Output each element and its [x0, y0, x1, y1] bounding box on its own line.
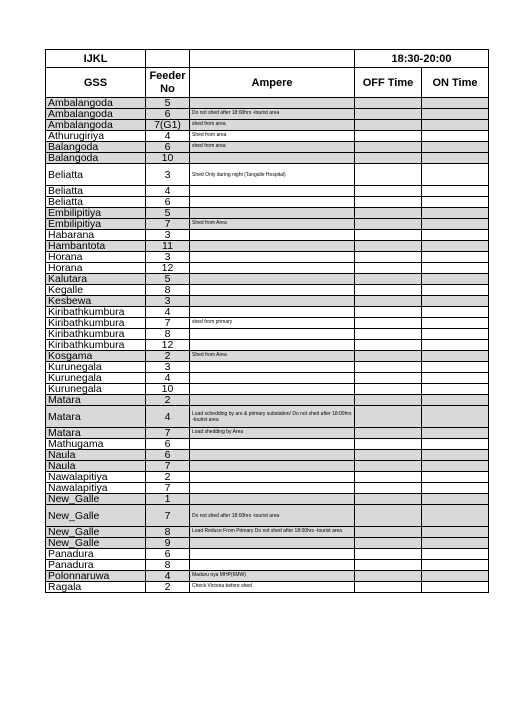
feeder-cell: 7	[146, 505, 190, 527]
on-time-cell	[422, 208, 489, 219]
table-row	[46, 439, 489, 450]
gss-cell: New_Galle	[46, 505, 146, 527]
off-time-cell	[355, 351, 422, 362]
ampere-note-cell: Shed from Area	[190, 351, 355, 362]
off-time-cell	[355, 307, 422, 318]
table-row	[46, 384, 489, 395]
ampere-note-cell: Do not shed after 18:00hrs -tourist area	[190, 109, 355, 120]
feeder-cell: 7	[146, 483, 190, 494]
ampere-note-cell: Check Victoria before shed	[190, 582, 355, 593]
table-row	[46, 483, 489, 494]
ampere-note-cell: shed from primary	[190, 318, 355, 329]
gss-cell: Habarana	[46, 230, 146, 241]
ampere-note-cell	[190, 208, 355, 219]
table-row	[46, 164, 489, 186]
ampere-note-cell	[190, 340, 355, 351]
gss-cell: Beliatta	[46, 186, 146, 197]
off-time-cell	[355, 582, 422, 593]
gss-cell: Kiribathkumbura	[46, 307, 146, 318]
ampere-note-cell	[190, 186, 355, 197]
ampere-note-cell	[190, 494, 355, 505]
feeder-cell: 5	[146, 274, 190, 285]
table-row	[46, 560, 489, 571]
feeder-cell: 6	[146, 450, 190, 461]
feeder-cell: 8	[146, 285, 190, 296]
table-row	[46, 186, 489, 197]
gss-cell: Naula	[46, 450, 146, 461]
table-row	[46, 208, 489, 219]
feeder-cell: 3	[146, 362, 190, 373]
table-row	[46, 252, 489, 263]
gss-cell: Mathugama	[46, 439, 146, 450]
table-row	[46, 472, 489, 483]
ampere-note-cell	[190, 263, 355, 274]
off-time-cell	[355, 472, 422, 483]
table-row	[46, 131, 489, 142]
header-row-columns	[46, 68, 489, 98]
gss-cell: Kalutara	[46, 274, 146, 285]
ampere-note-cell: Load Reduce From Primary Do not shed after 18:00hrs -tourist area	[190, 527, 355, 538]
feeder-cell: 7	[146, 461, 190, 472]
table-row	[46, 395, 489, 406]
on-time-cell	[422, 483, 489, 494]
col-header-ampere: Ampere	[190, 68, 355, 98]
gss-cell: Kiribathkumbura	[46, 329, 146, 340]
feeder-cell: 7	[146, 219, 190, 230]
on-time-cell	[422, 472, 489, 483]
gss-cell: Beliatta	[46, 164, 146, 186]
table-row	[46, 373, 489, 384]
ampere-note-cell	[190, 98, 355, 109]
off-time-cell	[355, 406, 422, 428]
gss-cell: New_Galle	[46, 538, 146, 549]
on-time-cell	[422, 307, 489, 318]
ampere-note-cell: Shed Only during night (Tangalle Hospital)	[190, 164, 355, 186]
ampere-note-cell	[190, 329, 355, 340]
feeder-cell: 11	[146, 241, 190, 252]
table-row	[46, 582, 489, 593]
on-time-cell	[422, 549, 489, 560]
on-time-cell	[422, 538, 489, 549]
ampere-note-cell: shed from area	[190, 120, 355, 131]
off-time-cell	[355, 252, 422, 263]
feeder-cell: 3	[146, 164, 190, 186]
feeder-cell: 12	[146, 263, 190, 274]
table-row	[46, 494, 489, 505]
ampere-note-cell	[190, 549, 355, 560]
table-row	[46, 219, 489, 230]
ampere-note-cell: Maduru oya MHP(6MW)	[190, 571, 355, 582]
off-time-cell	[355, 494, 422, 505]
gss-cell: Kurunegala	[46, 384, 146, 395]
on-time-cell	[422, 241, 489, 252]
off-time-cell	[355, 241, 422, 252]
on-time-cell	[422, 527, 489, 538]
gss-cell: Embilipitiya	[46, 219, 146, 230]
gss-cell: Kesbewa	[46, 296, 146, 307]
feeder-cell: 3	[146, 252, 190, 263]
table-row	[46, 274, 489, 285]
on-time-cell	[422, 461, 489, 472]
off-time-cell	[355, 109, 422, 120]
load-shedding-table	[45, 49, 489, 593]
col-header-gss: GSS	[46, 68, 146, 98]
off-time-cell	[355, 428, 422, 439]
feeder-cell: 9	[146, 538, 190, 549]
on-time-cell	[422, 395, 489, 406]
gss-cell: Kurunegala	[46, 373, 146, 384]
col-header-feeder-line1: Feeder	[149, 69, 186, 82]
off-time-cell	[355, 505, 422, 527]
feeder-cell: 6	[146, 109, 190, 120]
on-time-cell	[422, 142, 489, 153]
feeder-cell: 4	[146, 406, 190, 428]
table-row	[46, 450, 489, 461]
off-time-cell	[355, 131, 422, 142]
table-row	[46, 197, 489, 208]
ampere-note-cell	[190, 241, 355, 252]
ampere-note-cell	[190, 307, 355, 318]
feeder-cell: 3	[146, 296, 190, 307]
feeder-cell: 6	[146, 142, 190, 153]
off-time-cell	[355, 208, 422, 219]
ampere-note-cell	[190, 395, 355, 406]
gss-cell: Matara	[46, 406, 146, 428]
col-header-feeder-line2: No	[160, 82, 175, 95]
on-time-cell	[422, 197, 489, 208]
off-time-cell	[355, 285, 422, 296]
ampere-note-cell: Do not shed after 18:00hrs -tourist area	[190, 505, 355, 527]
gss-cell: Matara	[46, 395, 146, 406]
table-row	[46, 296, 489, 307]
on-time-cell	[422, 219, 489, 230]
feeder-cell: 2	[146, 351, 190, 362]
on-time-cell	[422, 439, 489, 450]
table-row	[46, 406, 489, 428]
on-time-cell	[422, 186, 489, 197]
off-time-cell	[355, 340, 422, 351]
off-time-cell	[355, 439, 422, 450]
on-time-cell	[422, 362, 489, 373]
gss-cell: Hambantota	[46, 241, 146, 252]
feeder-cell: 8	[146, 560, 190, 571]
off-time-cell	[355, 142, 422, 153]
feeder-cell: 1	[146, 494, 190, 505]
on-time-cell	[422, 131, 489, 142]
feeder-cell: 5	[146, 98, 190, 109]
on-time-cell	[422, 153, 489, 164]
on-time-cell	[422, 450, 489, 461]
feeder-cell: 7	[146, 428, 190, 439]
ampere-note-cell	[190, 483, 355, 494]
off-time-cell	[355, 230, 422, 241]
table-row	[46, 307, 489, 318]
feeder-cell: 6	[146, 439, 190, 450]
off-time-cell	[355, 263, 422, 274]
on-time-cell	[422, 340, 489, 351]
sheet-title: IJKL	[46, 50, 146, 68]
gss-cell: Kosgama	[46, 351, 146, 362]
ampere-note-cell: Load shedding by Area	[190, 428, 355, 439]
gss-cell: New_Galle	[46, 494, 146, 505]
feeder-cell: 4	[146, 186, 190, 197]
table-row	[46, 98, 489, 109]
table-row	[46, 505, 489, 527]
ampere-note-cell	[190, 252, 355, 263]
on-time-cell	[422, 373, 489, 384]
feeder-cell: 6	[146, 549, 190, 560]
on-time-cell	[422, 296, 489, 307]
off-time-cell	[355, 197, 422, 208]
table-row	[46, 120, 489, 131]
gss-cell: Balangoda	[46, 142, 146, 153]
gss-cell: Ambalangoda	[46, 98, 146, 109]
feeder-cell: 3	[146, 230, 190, 241]
on-time-cell	[422, 560, 489, 571]
col-header-feeder	[146, 68, 190, 98]
gss-cell: Balangoda	[46, 153, 146, 164]
on-time-cell	[422, 263, 489, 274]
off-time-cell	[355, 483, 422, 494]
feeder-cell: 5	[146, 208, 190, 219]
table-row	[46, 142, 489, 153]
table-row	[46, 461, 489, 472]
feeder-cell: 7	[146, 318, 190, 329]
table-row	[46, 109, 489, 120]
ampere-note-cell	[190, 538, 355, 549]
on-time-cell	[422, 582, 489, 593]
ampere-note-cell	[190, 439, 355, 450]
gss-cell: Panadura	[46, 549, 146, 560]
ampere-note-cell	[190, 384, 355, 395]
ampere-note-cell	[190, 296, 355, 307]
table-row	[46, 428, 489, 439]
feeder-cell: 2	[146, 472, 190, 483]
on-time-cell	[422, 406, 489, 428]
feeder-cell: 10	[146, 153, 190, 164]
ampere-note-cell	[190, 153, 355, 164]
gss-cell: Kiribathkumbura	[46, 318, 146, 329]
ampere-note-cell: Load schedding by are & primary substation/ Do not shed after 18:00hrs -tourist area	[190, 406, 355, 428]
off-time-cell	[355, 571, 422, 582]
table-row	[46, 340, 489, 351]
table-row	[46, 538, 489, 549]
table-row	[46, 329, 489, 340]
header-row-top	[46, 50, 489, 68]
feeder-cell: 7(G1)	[146, 120, 190, 131]
feeder-cell: 10	[146, 384, 190, 395]
gss-cell: Horana	[46, 252, 146, 263]
ampere-note-cell	[190, 274, 355, 285]
gss-cell: Horana	[46, 263, 146, 274]
gss-cell: Kegalle	[46, 285, 146, 296]
on-time-cell	[422, 505, 489, 527]
ampere-note-cell: Shed from Area	[190, 219, 355, 230]
off-time-cell	[355, 384, 422, 395]
header-blank-1	[146, 50, 190, 68]
ampere-note-cell	[190, 362, 355, 373]
off-time-cell	[355, 362, 422, 373]
feeder-cell: 4	[146, 307, 190, 318]
on-time-cell	[422, 428, 489, 439]
table-row	[46, 318, 489, 329]
table-row	[46, 263, 489, 274]
col-header-on-time: ON Time	[422, 68, 489, 98]
on-time-cell	[422, 164, 489, 186]
gss-cell: Matara	[46, 428, 146, 439]
off-time-cell	[355, 373, 422, 384]
table-row	[46, 285, 489, 296]
on-time-cell	[422, 109, 489, 120]
table-row	[46, 549, 489, 560]
on-time-cell	[422, 351, 489, 362]
on-time-cell	[422, 98, 489, 109]
on-time-cell	[422, 318, 489, 329]
table-row	[46, 241, 489, 252]
gss-cell: New_Galle	[46, 527, 146, 538]
off-time-cell	[355, 329, 422, 340]
feeder-cell: 4	[146, 571, 190, 582]
off-time-cell	[355, 219, 422, 230]
feeder-cell: 2	[146, 582, 190, 593]
feeder-cell: 4	[146, 131, 190, 142]
on-time-cell	[422, 252, 489, 263]
ampere-note-cell	[190, 285, 355, 296]
off-time-cell	[355, 98, 422, 109]
off-time-cell	[355, 120, 422, 131]
on-time-cell	[422, 120, 489, 131]
off-time-cell	[355, 318, 422, 329]
off-time-cell	[355, 153, 422, 164]
table-row	[46, 527, 489, 538]
off-time-cell	[355, 549, 422, 560]
ampere-note-cell	[190, 373, 355, 384]
on-time-cell	[422, 230, 489, 241]
off-time-cell	[355, 461, 422, 472]
gss-cell: Naula	[46, 461, 146, 472]
gss-cell: Nawalapitiya	[46, 483, 146, 494]
gss-cell: Ragala	[46, 582, 146, 593]
on-time-cell	[422, 329, 489, 340]
on-time-cell	[422, 384, 489, 395]
ampere-note-cell	[190, 450, 355, 461]
time-range: 18:30-20:00	[355, 50, 489, 68]
off-time-cell	[355, 450, 422, 461]
ampere-note-cell	[190, 560, 355, 571]
ampere-note-cell	[190, 461, 355, 472]
ampere-note-cell	[190, 230, 355, 241]
gss-cell: Ambalangoda	[46, 120, 146, 131]
gss-cell: Kurunegala	[46, 362, 146, 373]
off-time-cell	[355, 560, 422, 571]
off-time-cell	[355, 164, 422, 186]
table-row	[46, 362, 489, 373]
off-time-cell	[355, 395, 422, 406]
table-row	[46, 230, 489, 241]
table-row	[46, 571, 489, 582]
table-row	[46, 153, 489, 164]
feeder-cell: 6	[146, 197, 190, 208]
feeder-cell: 2	[146, 395, 190, 406]
ampere-note-cell: shed from area	[190, 142, 355, 153]
ampere-note-cell	[190, 197, 355, 208]
off-time-cell	[355, 274, 422, 285]
off-time-cell	[355, 538, 422, 549]
gss-cell: Embilipitiya	[46, 208, 146, 219]
on-time-cell	[422, 274, 489, 285]
on-time-cell	[422, 571, 489, 582]
ampere-note-cell: Shed from area	[190, 131, 355, 142]
feeder-cell: 8	[146, 527, 190, 538]
feeder-cell: 12	[146, 340, 190, 351]
ampere-note-cell	[190, 472, 355, 483]
on-time-cell	[422, 494, 489, 505]
feeder-cell: 8	[146, 329, 190, 340]
off-time-cell	[355, 296, 422, 307]
gss-cell: Nawalapitiya	[46, 472, 146, 483]
header-blank-2	[190, 50, 355, 68]
gss-cell: Beliatta	[46, 197, 146, 208]
feeder-cell: 4	[146, 373, 190, 384]
gss-cell: Ambalangoda	[46, 109, 146, 120]
on-time-cell	[422, 285, 489, 296]
table-row	[46, 351, 489, 362]
gss-cell: Athurugiriya	[46, 131, 146, 142]
gss-cell: Kiribathkumbura	[46, 340, 146, 351]
col-header-off-time: OFF Time	[355, 68, 422, 98]
off-time-cell	[355, 186, 422, 197]
gss-cell: Panadura	[46, 560, 146, 571]
off-time-cell	[355, 527, 422, 538]
gss-cell: Polonnaruwa	[46, 571, 146, 582]
